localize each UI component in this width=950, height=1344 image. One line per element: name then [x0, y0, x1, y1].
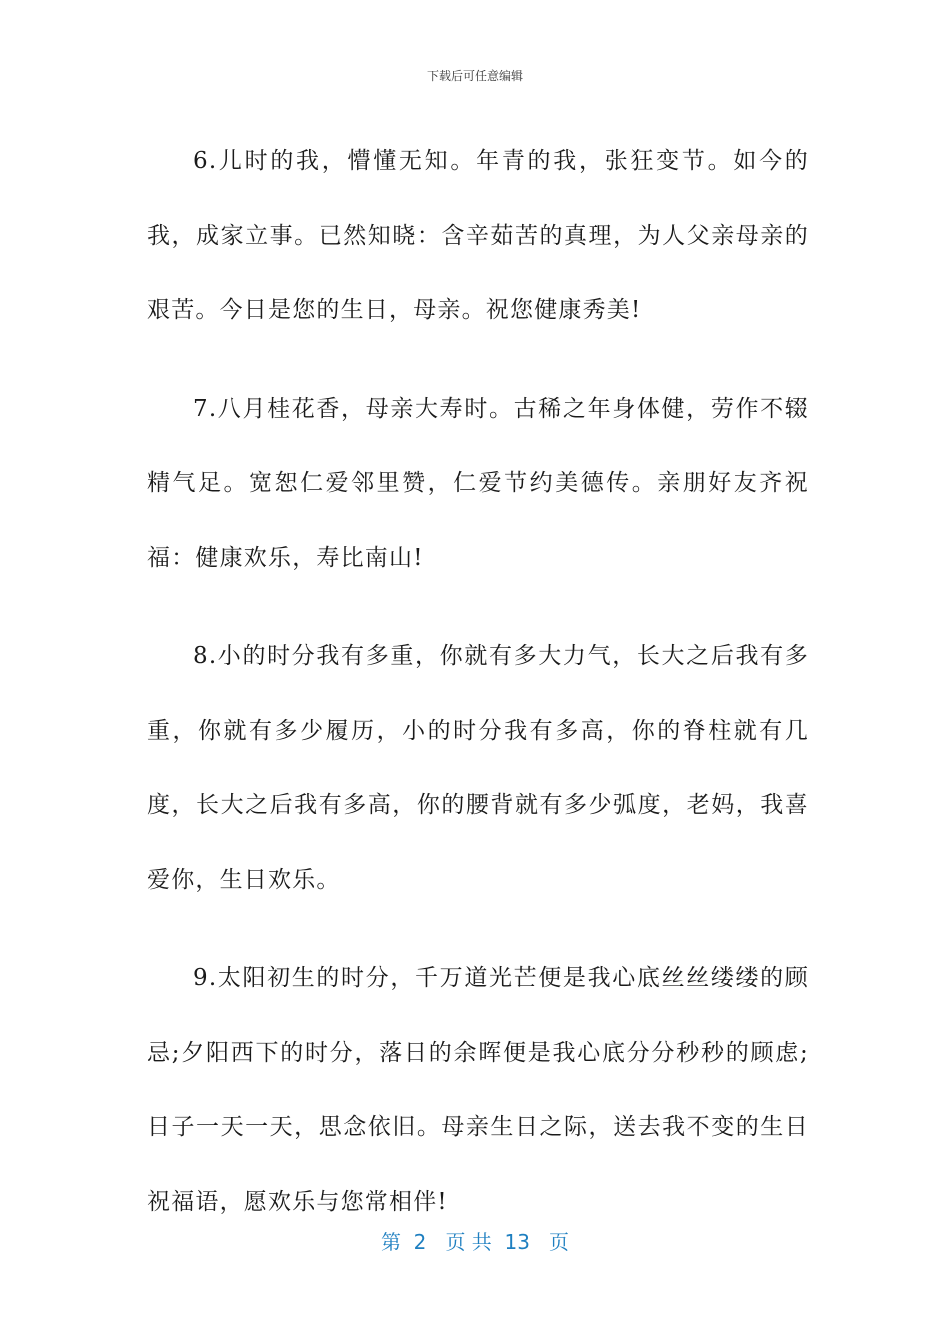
paragraph-6: 6.儿时的我，懵懂无知。年青的我，张狂变节。如今的我，成家立事。已然知晓：含辛茹苦的真理，为人父亲母亲的艰苦。今日是您的生日，母亲。祝您健康秀美! — [147, 148, 809, 323]
paragraph-9: 9.太阳初生的时分，千万道光芒便是我心底丝丝缕缕的顾忌;夕阳西下的时分，落日的余晖便是我心底分分秒秒的顾虑;日子一天一天，思念依旧。母亲生日之际，送去我不变的生日祝福语，愿欢乐与您常相伴! — [147, 965, 809, 1215]
document-body — [147, 124, 809, 1263]
header-note: 下载后可任意编辑 — [426, 69, 523, 83]
paragraph-8: 8.小的时分我有多重，你就有多大力气，长大之后我有多重，你就有多少履历，小的时分我有多高，你的脊柱就有几度，长大之后我有多高，你的腰背就有多少弧度，老妈，我喜爱你，生日欢乐。 — [147, 643, 809, 893]
page-indicator: 第 2 页 共 13 页 — [380, 1230, 570, 1254]
paragraph-7: 7.八月桂花香，母亲大寿时。古稀之年身体健，劳作不辍精气足。宽恕仁爱邻里赞，仁爱节约美德传。亲朋好友齐祝福：健康欢乐，寿比南山! — [147, 395, 809, 571]
